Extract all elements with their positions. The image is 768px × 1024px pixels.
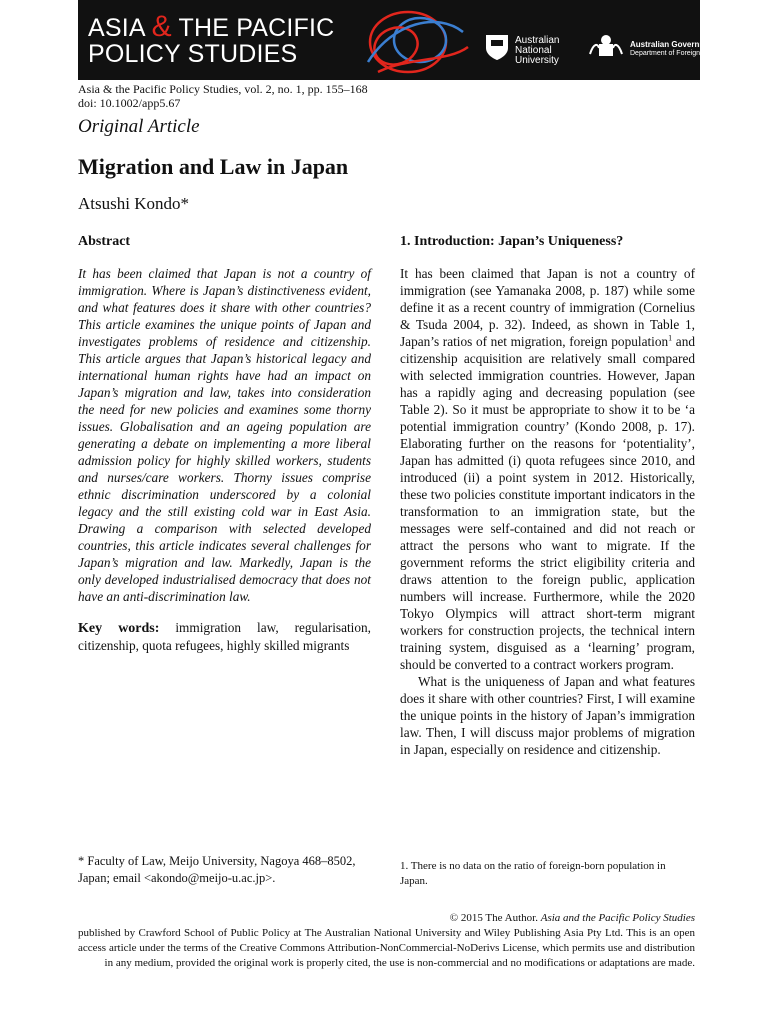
copyright-line1 <box>78 911 695 926</box>
journal-name <box>88 10 335 68</box>
right-column <box>400 233 695 758</box>
article-title: Migration and Law in Japan <box>78 154 349 179</box>
keywords-label: Key words: <box>78 621 160 636</box>
citation <box>78 82 368 110</box>
intro-p1-text-b: and citizenship acquisition are relatively small compared with selected immigration countries. However, Japan has a rapidly aging and decreasing population (see Table 2). So it must be appropriate to show it to be ‘a potential immigration country’ (Kondo 2008, p. 17). Elaborating further on the reasons for ‘potentiality’, Japan has admitted (i) quota refugees since 2010, and introduced (ii) a point system in 2012. Historically, these two policies constitute important indicators in the transformation to an immigration state, but the messages were self-contained and did not reach or attract the persons who want to migrate. If the government reforms the strict eligibility criteria and draws attention to the foreign public, application numbers will increase. Furthermore, while the 2020 Tokyo Olympics will attract short-term migrant workers for construction projects, the technical intern training system, disguised as a ‘learning’ program, should be converted to a contract workers program. <box>400 334 695 672</box>
footnote-1: 1. There is no data on the ratio of foreign-born population in Japan. <box>400 860 666 887</box>
swirl-logo-icon <box>338 2 478 80</box>
journal-name-policy-studies: POLICY STUDIES <box>88 40 298 68</box>
keywords-text: immigration law, regularisation, citizenship, quota refugees, highly skilled migrants <box>78 620 371 653</box>
anu-name-line3: University <box>515 55 559 66</box>
journal-name-pacific: THE PACIFIC <box>178 14 335 42</box>
footnote-ref-1[interactable]: 1 <box>668 333 673 343</box>
intro-paragraph-2: What is the uniqueness of Japan and what features does it share with other countries? First, I will examine the unique points in the history of Japan’s immigration law. Then, I will discuss major problems of migration in Japan, especially on residence and citizenship. <box>400 674 695 757</box>
keywords <box>78 619 371 654</box>
journal-name-asia: ASIA <box>88 14 145 42</box>
journal-banner <box>78 0 755 80</box>
copyright-body: published by Crawford School of Public Policy at The Australian National University and Wiley Publishing Asia Pty Ltd. This is an open access article under the terms of the Creative Commons Attribution-NonCommercial-NoDerivs License, which permits use and distribution in any medium, provided the original work is properly cited, the use is non-commercial and no modifications or adaptations are made. <box>78 927 695 969</box>
intro-p1-text-a: It has been claimed that Japan is not a country of immigration (see Yamanaka 2008, p. 187) while some define it as a recent country of immigration (Cornelius & Tsuda 2004, p. 32). Indeed, as shown in Table 1, Japan’s ratios of net migration, foreign population <box>400 266 695 349</box>
author-affiliation-note: * Faculty of Law, Meijo University, Nagoya 468–8502, Japan; email <akondo@meijo-u.ac.jp>. <box>78 854 356 885</box>
gov-line2: Department of Foreign Affairs and Trade <box>630 50 755 57</box>
journal-name-ampersand: & <box>151 10 172 43</box>
anu-name-line2: National <box>515 45 552 56</box>
copyright-journal: Asia and the Pacific Policy Studies <box>540 912 695 924</box>
gov-line1: Australian Government <box>630 40 719 49</box>
copyright-prefix: © 2015 The Author. <box>449 912 538 924</box>
anu-crest-icon <box>483 32 511 62</box>
citation-doi: doi: 10.1002/app5.67 <box>78 96 181 110</box>
article-type: Original Article <box>78 116 200 137</box>
abstract-text: It has been claimed that Japan is not a country of immigration. Where is Japan’s distinctiveness evident, and what features does it share with other countries? This article examines the unique points of Japan and investigates problems of residence and citizenship. This article argues that Japan’s historical legacy and international human rights have had an impact on Japan’s migration and law, takes into consideration the need for new policies and examines some thorny issues. Globalisation and an ageing population are generating a debate on implementing a more liberal admission policy for highly skilled workers, students and nurses/care workers. Thorny issues comprise ethnic discrimination underscored by a colonial legacy and the still existing cold war in East Asia. Drawing a comparison with selected developed countries, this article indicates several challenges for Japan’s migration and law. Markedly, Japan is the only developed industrialised democracy that does not have an anti-discrimination law. <box>78 266 371 604</box>
anu-name <box>515 36 559 66</box>
author: Atsushi Kondo* <box>78 194 189 213</box>
australian-government-label <box>630 40 755 58</box>
copyright-notice <box>78 911 695 971</box>
intro-paragraph-1 <box>400 265 695 673</box>
section-heading: 1. Introduction: Japan’s Uniqueness? <box>400 234 624 249</box>
citation-line1: Asia & the Pacific Policy Studies, vol. 2, no. 1, pp. 155–168 <box>78 82 368 96</box>
abstract-heading: Abstract <box>78 234 131 249</box>
coat-of-arms-icon <box>586 32 626 60</box>
left-column <box>78 233 371 654</box>
anu-name-line1: Australian <box>515 35 560 46</box>
